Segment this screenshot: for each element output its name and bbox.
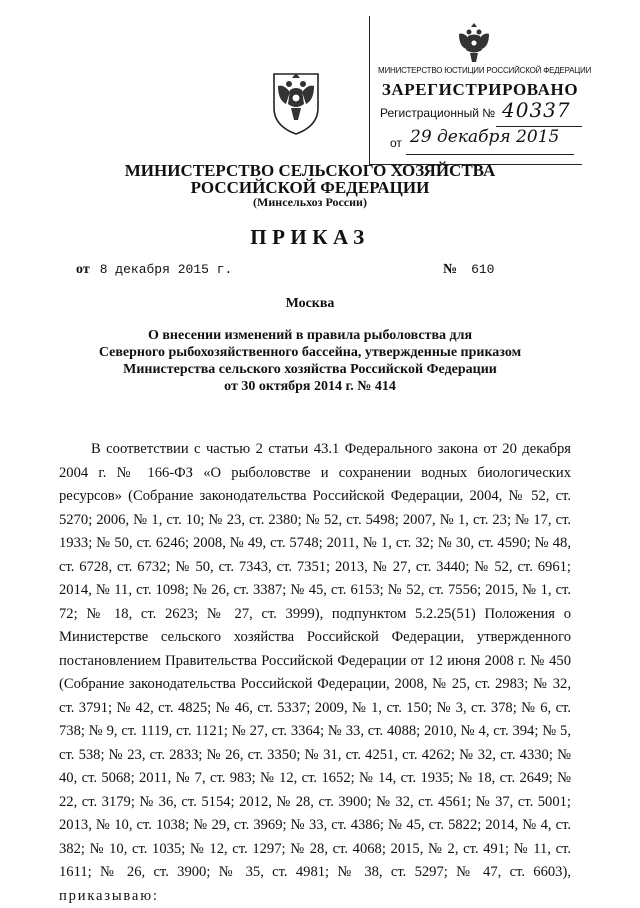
order-number-value: 610: [471, 262, 495, 277]
stamp-reg-date: 29 декабря 2015: [410, 127, 560, 147]
order-date-label: от: [76, 262, 90, 277]
ministry-name-line1: МИНИСТЕРСТВО СЕЛЬСКОГО ХОЗЯЙСТВА: [124, 161, 496, 180]
order-date: [76, 262, 232, 278]
stamp-underline: [406, 154, 574, 155]
stamp-ministry-name: МИНИСТЕРСТВО ЮСТИЦИИ РОССИЙСКОЙ ФЕДЕРАЦИИ: [378, 66, 592, 75]
stamp-status: ЗАРЕГИСТРИРОВАНО: [381, 80, 579, 99]
body-paragraph: [59, 438, 571, 908]
subject-line: Министерства сельского хозяйства Российской Федерации: [123, 362, 497, 377]
city: Москва: [285, 296, 335, 311]
stamp-emblem-icon: [456, 22, 492, 64]
order-date-value: 8 декабря 2015 г.: [99, 262, 233, 277]
subject-line: Северного рыбохозяйственного бассейна, утвержденные приказом: [98, 345, 522, 360]
ministry-name-line2: РОССИЙСКОЙ ФЕДЕРАЦИИ: [190, 178, 430, 197]
body-closing-word: приказываю:: [59, 887, 159, 904]
order-number-label: №: [443, 262, 458, 277]
ministry-abbreviation: (Минсельхоз России): [253, 195, 367, 209]
subject-line: от 30 октября 2014 г. № 414: [224, 379, 396, 394]
registration-stamp: [369, 16, 592, 165]
document-type-title: ПРИКАЗ: [250, 225, 370, 249]
body-main-text: В соответствии с частью 2 статьи 43.1 Федерального закона от 20 декабря 2004 г. № 166-ФЗ «О рыболовстве и сохранении водных биологических ресурсов» (Собрание законодательства Российской Федерации, 2004, № 52, ст. 5270; 2006, № 1, ст. 10; № 23, ст. 2380; № 52, ст. 5498; 2007, № 1, ст. 23; № 17, ст. 1933; № 50, ст. 6246; 2008, № 49, ст. 5748; 2011, № 1, ст. 32; № 30, ст. 4590; № 48, ст. 6728, ст. 6732; № 50, ст. 7343, ст. 7351; 2013, № 27, ст. 3440; № 52, ст. 6961; 2014, № 11, ст. 1098; № 26, ст. 3387; № 45, ст. 6153; № 52, ст. 7556; 2015, № 1, ст. 72; № 18, ст. 2623; № 27, ст. 3999), подпунктом 5.2.25(51) Положения о Министерстве сельского хозяйства Российской Федерации, утвержденного постановлением Правительства Российской Федерации от 12 июня 2008 г. № 450 (Собрание законодательства Российской Федерации, 2008, № 25, ст. 2983; № 32, ст. 3791; № 42, ст. 4825; № 46, ст. 5337; 2009, № 1, ст. 150; № 3, ст. 378; № 6, ст. 738; № 9, ст. 1119, ст. 1121; № 27, ст. 3364; № 33, ст. 4088; 2010, № 4, ст. 394; № 5, ст. 538; № 23, ст. 2833; № 26, ст. 3350; № 31, ст. 4251, ст. 4262; № 32, ст. 4330; № 40, ст. 5068; 2011, № 7, ст. 983; № 12, ст. 1652; № 14, ст. 1935; № 18, ст. 2649; № 22, ст. 3179; № 36, ст. 5154; 2012, № 28, ст. 3900; № 32, ст. 4561; № 37, ст. 5001; 2013, № 10, ст. 1038; № 29, ст. 3969; № 33, ст. 4386; № 45, ст. 5822; 2014, № 4, ст. 382; № 10, ст. 1035; № 12, ст. 1297; № 28, ст. 4068; 2015, № 2, ст. 491; № 11, ст. 1611; № 26, ст. 3900; № 35, ст. 4981; № 38, ст. 5297; № 47, ст. 6603),: [59, 441, 571, 880]
coat-of-arms-emblem: [268, 64, 324, 136]
order-number: [443, 262, 494, 278]
double-headed-eagle-icon: [268, 64, 324, 136]
stamp-from-label: от: [390, 136, 402, 150]
order-body: [59, 438, 571, 908]
subject-line: О внесении изменений в правила рыболовства для: [147, 328, 473, 343]
order-subject: [0, 327, 620, 395]
stamp-reg-number: 40337: [502, 98, 571, 122]
stamp-reg-number-label: Регистрационный №: [380, 106, 496, 120]
